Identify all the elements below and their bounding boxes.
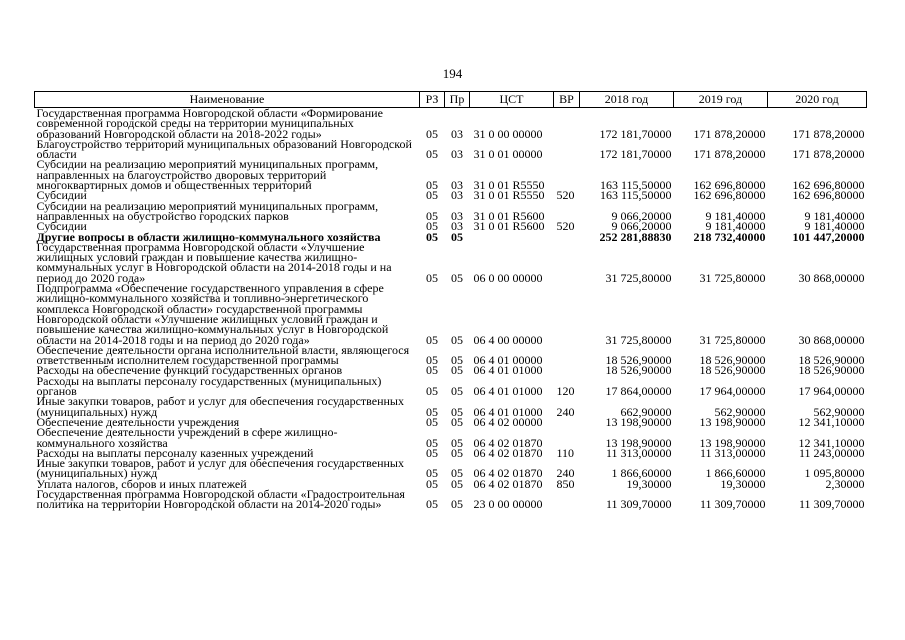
cell-name: Иные закупки товаров, работ и услуг для обеспечения государственных (муниципальных) нужд	[36, 456, 404, 481]
cell-rz: 05	[426, 466, 438, 481]
cell-2018: 163 115,50000	[599, 178, 672, 193]
cell-2020: 12 341,10000	[798, 414, 865, 429]
cell-vr	[554, 242, 580, 283]
cell-cst: 06 4 01 00000	[473, 353, 543, 368]
cell-name: Расходы на выплаты персоналу государственных (муниципальных) органов	[36, 373, 382, 399]
table-row	[35, 396, 867, 417]
cell-2018: 18 526,90000	[605, 363, 672, 378]
cell-pr: 05	[451, 332, 463, 347]
table-row	[35, 159, 867, 190]
cell-2020: 562,90000	[813, 404, 865, 419]
cell-cst: 06 4 02 01870	[473, 476, 543, 491]
cell-cst: 31 0 01 R5600	[473, 208, 545, 223]
cell-rz: 05	[426, 188, 438, 203]
cell-pr: 05	[451, 229, 463, 244]
cell-rz: 05	[426, 126, 438, 141]
cell-2020: 162 696,80000	[792, 178, 865, 193]
cell-pr: 03	[451, 219, 463, 234]
budget-table	[34, 91, 867, 510]
cell-2019: 31 725,80000	[699, 270, 766, 285]
cell-pr: 05	[451, 363, 463, 378]
cell-name: Обеспечение деятельности учреждения	[36, 414, 240, 429]
cell-cst: 06 4 02 01870	[473, 435, 543, 450]
cell-rz: 05	[426, 229, 438, 244]
cell-2020: 9 181,40000	[804, 208, 865, 223]
cell-2018: 163 115,50000	[599, 188, 672, 203]
cell-cst: 06 0 00 00000	[473, 270, 543, 285]
cell-cst: 31 0 00 00000	[473, 126, 543, 141]
cell-2020: 18 526,90000	[798, 363, 865, 378]
table-row	[35, 108, 867, 139]
cell-cst: 31 0 01 R5550	[473, 178, 545, 193]
cell-cst	[470, 232, 554, 242]
cell-cst: 31 0 01 R5550	[473, 188, 545, 203]
cell-2020: 1 095,80000	[804, 466, 865, 481]
cell-pr: 03	[451, 147, 463, 162]
table-row	[35, 201, 867, 222]
cell-cst: 06 4 01 01000	[473, 363, 543, 378]
col-header-2018: 2018 год	[580, 92, 674, 108]
cell-pr: 05	[451, 435, 463, 450]
cell-pr: 05	[451, 384, 463, 399]
cell-vr	[554, 139, 580, 160]
cell-vr	[554, 489, 580, 510]
cell-2020: 101 447,20000	[792, 229, 865, 244]
cell-2020: 11 309,70000	[798, 497, 865, 512]
cell-2019: 162 696,80000	[693, 178, 766, 193]
col-header-name: Наименование	[35, 92, 420, 108]
cell-vr: 240	[556, 404, 575, 419]
table-row	[35, 139, 867, 160]
cell-pr: 05	[451, 353, 463, 368]
cell-pr: 05	[451, 414, 463, 429]
cell-pr: 05	[451, 466, 463, 481]
cell-pr: 05	[451, 445, 463, 460]
cell-rz: 05	[426, 178, 438, 193]
cell-name: Расходы на выплаты персоналу казенных учреждений	[36, 445, 314, 460]
cell-rz: 05	[426, 147, 438, 162]
cell-2019: 9 181,40000	[705, 208, 766, 223]
cell-name: Субсидии	[36, 188, 87, 203]
cell-2020: 171 878,20000	[792, 126, 865, 141]
cell-vr	[554, 365, 580, 375]
cell-name: Благоустройство территорий муниципальных образований Новгородской области	[36, 136, 412, 162]
cell-2020: 9 181,40000	[804, 219, 865, 234]
cell-vr	[554, 159, 580, 190]
cell-2018: 11 309,70000	[605, 497, 672, 512]
cell-cst: 06 4 02 00000	[473, 414, 543, 429]
col-header-2020: 2020 год	[768, 92, 867, 108]
cell-2019: 162 696,80000	[693, 188, 766, 203]
cell-name: Обеспечение деятельности органа исполнительной власти, являющегося ответственным исполнителем государственной программы	[36, 342, 410, 368]
cell-pr: 05	[451, 476, 463, 491]
cell-2020: 12 341,10000	[798, 435, 865, 450]
col-header-2019: 2019 год	[674, 92, 768, 108]
table-row	[35, 489, 867, 510]
cell-2019: 31 725,80000	[699, 332, 766, 347]
cell-cst: 31 0 01 00000	[473, 147, 543, 162]
cell-2019: 11 313,00000	[699, 445, 766, 460]
cell-vr: 120	[556, 384, 575, 399]
cell-vr	[554, 283, 580, 345]
cell-2019: 18 526,90000	[699, 363, 766, 378]
cell-2019: 19,30000	[720, 476, 766, 491]
cell-vr	[554, 345, 580, 366]
cell-rz: 05	[426, 208, 438, 223]
cell-name: Обеспечение деятельности учреждений в сфере жилищно-коммунального хозяйства	[36, 425, 338, 450]
table-row	[35, 458, 867, 479]
cell-vr: 520	[556, 188, 575, 203]
cell-2020: 162 696,80000	[792, 188, 865, 203]
cell-2020: 30 868,00000	[798, 332, 865, 347]
cell-2018: 9 066,20000	[611, 208, 672, 223]
table-row	[35, 376, 867, 397]
cell-vr: 520	[556, 219, 575, 234]
cell-pr: 03	[451, 208, 463, 223]
cell-vr: 240	[556, 466, 575, 481]
cell-rz: 05	[426, 476, 438, 491]
cell-2018: 13 198,90000	[605, 435, 672, 450]
cell-vr	[554, 108, 580, 139]
col-header-pr: Пр	[445, 92, 470, 108]
cell-vr	[554, 427, 580, 448]
cell-2020: 2,30000	[825, 476, 865, 491]
cell-2018: 172 181,70000	[599, 147, 672, 162]
cell-name: Государственная программа Новгородской области «Формирование современной городской среды на территории муниципальных образований Новгородской области на 2018-2022 годы»	[36, 106, 383, 141]
cell-name: Государственная программа Новгородской области «Градостроительная политика на территории Новгородской области на 2014-2020 годы»	[36, 486, 405, 512]
cell-2018: 172 181,70000	[599, 126, 672, 141]
cell-vr	[554, 201, 580, 222]
cell-2019: 1 866,60000	[705, 466, 766, 481]
cell-cst: 31 0 01 R5600	[473, 219, 545, 234]
cell-name: Иные закупки товаров, работ и услуг для обеспечения государственных (муниципальных) нужд	[36, 394, 404, 419]
cell-name: Другие вопросы в области жилищно-коммунального хозяйства	[36, 229, 381, 244]
cell-2018: 13 198,90000	[605, 414, 672, 429]
cell-name: Подпрограмма «Обеспечение государственного управления в сфере жилищно-коммунального хозяйства и топливно-энергетического комплекса Новгородской области» государственной программы Новгородской области «Улучшение жилищных условий граждан и повышение качества жилищно-коммунальных услуг в Новгородской области на 2014-2018 годы и на период до 2020 года»	[36, 281, 389, 347]
cell-pr: 05	[451, 404, 463, 419]
cell-rz: 05	[426, 414, 438, 429]
cell-2019: 13 198,90000	[699, 435, 766, 450]
cell-name: Субсидии на реализацию мероприятий муниципальных программ, направленных на благоустройство дворовых территорий многоквартирных домов и общественных территорий	[36, 157, 379, 193]
cell-rz: 05	[426, 270, 438, 285]
cell-2020: 171 878,20000	[792, 147, 865, 162]
cell-2019: 171 878,20000	[693, 126, 766, 141]
cell-2019: 17 964,00000	[699, 384, 766, 399]
table-body	[35, 108, 867, 510]
cell-name: Субсидии	[36, 219, 87, 234]
cell-rz: 05	[426, 445, 438, 460]
cell-2018: 11 313,00000	[605, 445, 672, 460]
cell-name: Уплата налогов, сборов и иных платежей	[36, 476, 247, 491]
cell-cst: 23 0 00 00000	[473, 497, 543, 512]
table-row	[35, 283, 867, 345]
cell-vr: 110	[556, 445, 575, 460]
col-header-rz: РЗ	[420, 92, 445, 108]
cell-cst: 06 4 01 01000	[473, 404, 543, 419]
cell-pr: 05	[451, 270, 463, 285]
cell-cst: 06 4 00 00000	[473, 332, 543, 347]
cell-name: Государственная программа Новгородской области «Улучшение жилищных условий граждан и повышение качества жилищно-коммунальных услуг в Новгородской области на 2014-2018 годы и на период до 2020 года»	[36, 239, 392, 285]
cell-rz: 05	[426, 353, 438, 368]
cell-2019: 218 732,40000	[693, 229, 766, 244]
cell-name: Субсидии на реализацию мероприятий муниципальных программ, направленных на обустройство городских парков	[36, 198, 379, 223]
table-row	[35, 427, 867, 448]
cell-rz: 05	[426, 404, 438, 419]
cell-cst: 06 4 02 01870	[473, 445, 543, 460]
cell-2020: 17 964,00000	[798, 384, 865, 399]
cell-pr: 03	[451, 126, 463, 141]
cell-2018: 31 725,80000	[605, 332, 672, 347]
cell-rz: 05	[426, 363, 438, 378]
cell-2019: 11 309,70000	[699, 497, 766, 512]
cell-2019: 171 878,20000	[693, 147, 766, 162]
cell-2020: 11 243,00000	[798, 445, 865, 460]
cell-2018: 252 281,88830	[599, 229, 672, 244]
table-row	[35, 242, 867, 283]
col-header-cst: ЦСТ	[470, 92, 554, 108]
cell-vr	[554, 232, 580, 242]
cell-cst: 06 4 01 01000	[473, 384, 543, 399]
cell-pr: 03	[451, 178, 463, 193]
cell-2020: 30 868,00000	[798, 270, 865, 285]
cell-pr: 05	[451, 497, 463, 512]
cell-rz: 05	[426, 332, 438, 347]
cell-2020: 18 526,90000	[798, 353, 865, 368]
cell-2018: 19,30000	[626, 476, 672, 491]
cell-name: Расходы на обеспечение функций государственных органов	[36, 363, 343, 378]
cell-2019: 9 181,40000	[705, 219, 766, 234]
cell-2018: 17 864,00000	[605, 384, 672, 399]
cell-rz: 05	[426, 384, 438, 399]
cell-rz: 05	[426, 497, 438, 512]
cell-2018: 1 866,60000	[611, 466, 672, 481]
cell-2018: 18 526,90000	[605, 353, 672, 368]
cell-pr: 03	[451, 188, 463, 203]
page-number: 194	[442, 66, 463, 81]
cell-2019: 13 198,90000	[699, 414, 766, 429]
cell-2019: 562,90000	[714, 404, 766, 419]
cell-rz: 05	[426, 219, 438, 234]
table-row	[35, 345, 867, 366]
cell-rz: 05	[426, 435, 438, 450]
cell-2018: 662,90000	[620, 404, 672, 419]
cell-2018: 31 725,80000	[605, 270, 672, 285]
cell-vr: 850	[556, 476, 575, 491]
cell-cst: 06 4 02 01870	[473, 466, 543, 481]
cell-2018: 9 066,20000	[611, 219, 672, 234]
cell-2019: 18 526,90000	[699, 353, 766, 368]
col-header-vr: ВР	[554, 92, 580, 108]
